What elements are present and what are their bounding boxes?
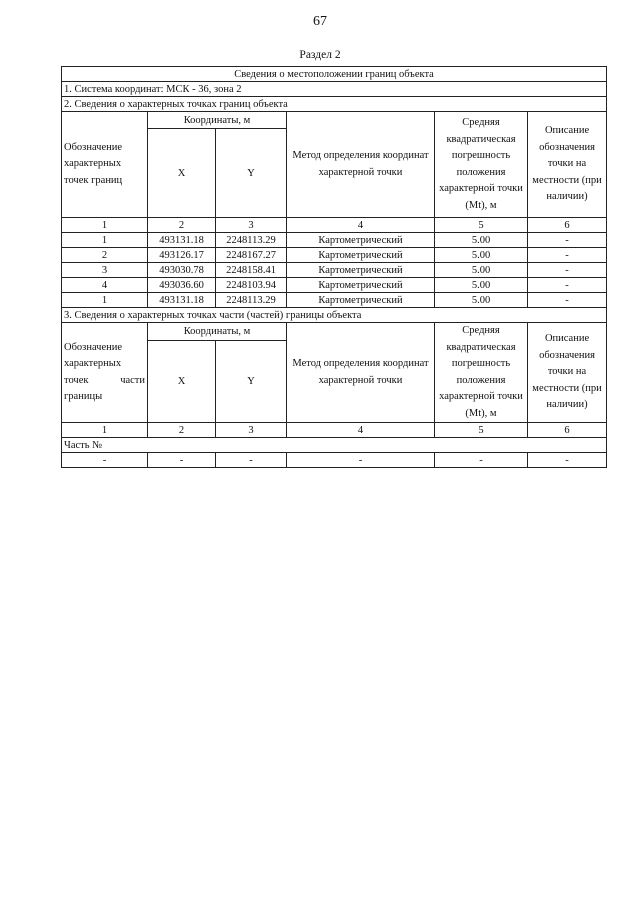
method: Картометрический [287,278,435,293]
part-cell: - [62,453,148,468]
coord-x: 493036.60 [148,278,216,293]
header-coordinates: Координаты, м [148,112,287,129]
header-error: Средняя квадратическая погрешность положения характерной точки (Mt), м [435,112,528,218]
header-y: Y [216,340,287,422]
column-numbers-row [62,218,607,233]
page-number: 67 [313,14,327,29]
coord-x: 493126.17 [148,248,216,263]
coord-x: 493131.18 [148,233,216,248]
table-row [62,263,607,278]
col-number: 4 [287,423,435,438]
header-coordinates: Координаты, м [148,323,287,341]
point-id: 4 [62,278,148,293]
part-row [62,453,607,468]
col-number: 5 [435,218,528,233]
method: Картометрический [287,248,435,263]
col-number: 5 [435,423,528,438]
block2-title: 2. Сведения о характерных точках границ объекта [62,97,607,112]
col-number: 2 [148,423,216,438]
method: Картометрический [287,233,435,248]
header-x: X [148,129,216,218]
coord-y: 2248113.29 [216,293,287,308]
coord-y: 2248113.29 [216,233,287,248]
block3-title: 3. Сведения о характерных точках части (частей) границы объекта [62,308,607,323]
part-cell: - [287,453,435,468]
col-number: 6 [528,423,607,438]
header-x: X [148,340,216,422]
error: 5.00 [435,248,528,263]
col-number: 3 [216,423,287,438]
table-row [62,278,607,293]
col-number: 1 [62,218,148,233]
header-designation: Обозначение характерных точек части границы [62,323,148,423]
point-id: 1 [62,233,148,248]
table-row [62,233,607,248]
description: - [528,293,607,308]
point-id: 2 [62,248,148,263]
section-title: Раздел 2 [299,49,341,61]
col-number: 2 [148,218,216,233]
point-id: 1 [62,293,148,308]
part-cell: - [216,453,287,468]
part-cell: - [435,453,528,468]
part-label: Часть № [62,438,607,453]
table-row [62,293,607,308]
header-y: Y [216,129,287,218]
col-number: 6 [528,218,607,233]
part-cell: - [148,453,216,468]
header-row [62,323,607,341]
column-numbers-row [62,423,607,438]
header-method: Метод определения координат характерной точки [287,323,435,423]
col-number: 1 [62,423,148,438]
error: 5.00 [435,293,528,308]
header-row [62,112,607,129]
header-designation: Обозначение характерных точек границ [62,112,148,218]
coord-y: 2248158.41 [216,263,287,278]
boundary-table [61,66,607,468]
header-description: Описание обозначения точки на местности (при наличии) [528,323,607,423]
description: - [528,233,607,248]
description: - [528,278,607,293]
coord-y: 2248167.27 [216,248,287,263]
description: - [528,263,607,278]
table-row [62,248,607,263]
error: 5.00 [435,263,528,278]
point-id: 3 [62,263,148,278]
coord-system: 1. Система координат: МСК - 36, зона 2 [62,82,607,97]
coord-system-row [62,82,607,97]
col-number: 4 [287,218,435,233]
block2-title-row [62,97,607,112]
error: 5.00 [435,233,528,248]
coord-x: 493131.18 [148,293,216,308]
table-title-row [62,67,607,82]
part-label-row [62,438,607,453]
col-number: 3 [216,218,287,233]
description: - [528,248,607,263]
header-error: Средняя квадратическая погрешность положения характерной точки (Mt), м [435,323,528,423]
coord-y: 2248103.94 [216,278,287,293]
header-method: Метод определения координат характерной точки [287,112,435,218]
part-cell: - [528,453,607,468]
header-description: Описание обозначения точки на местности (при наличии) [528,112,607,218]
block3-title-row [62,308,607,323]
error: 5.00 [435,278,528,293]
method: Картометрический [287,293,435,308]
method: Картометрический [287,263,435,278]
table-title: Сведения о местоположении границ объекта [62,67,607,82]
coord-x: 493030.78 [148,263,216,278]
